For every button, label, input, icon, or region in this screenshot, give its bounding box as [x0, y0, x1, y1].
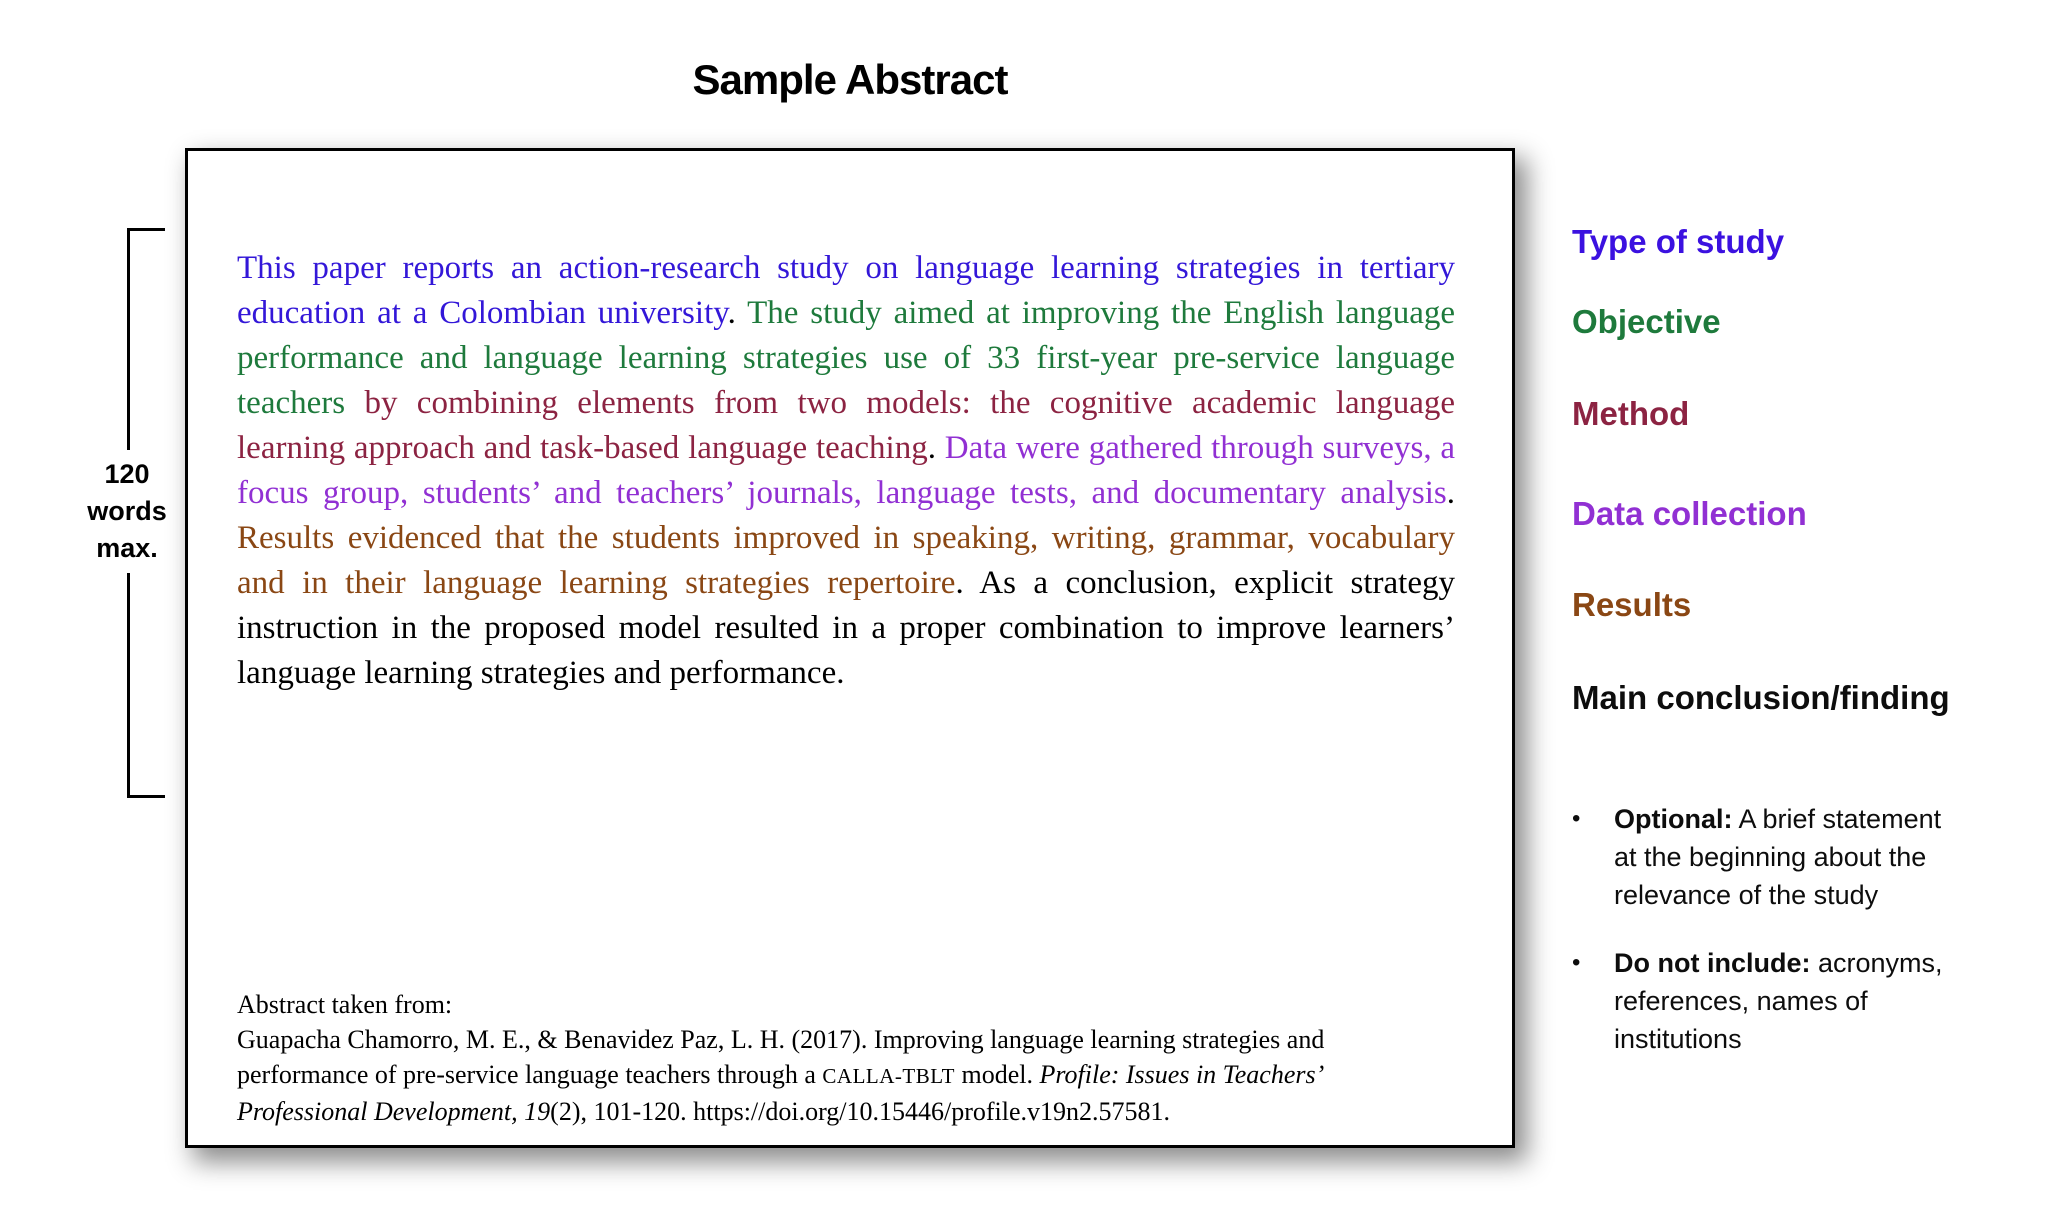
page-title: Sample Abstract: [692, 56, 1008, 103]
legend-method: Method: [1572, 395, 1690, 432]
citation-authors: Guapacha Chamorro, M. E., & Benavidez Paz, L. H. (2017). Improving language learning strategies and performance of pre-service language teachers through a: [237, 1025, 1325, 1089]
note-optional: [1568, 800, 1968, 914]
notes-list: [1568, 800, 1968, 1058]
segment-main-conclusion: . As a conclusion, explicit strategy instruction in the proposed model resulted in a proper combination to improve learners’ language learning strategies and performance.: [237, 565, 1455, 691]
note-do-not-include-text: [1614, 944, 1968, 1058]
word-limit-line-3: max.: [96, 533, 158, 563]
note-do-not-include: [1568, 944, 1968, 1058]
segment-method: by combining elements from two models: the cognitive academic language learning approach and task-based language teaching: [237, 385, 1455, 466]
segment-separator: .: [927, 430, 945, 466]
note-do-not-include-body: acronyms, references, names of institutions: [1614, 948, 1943, 1054]
citation-model: model.: [954, 1060, 1040, 1089]
segment-separator: .: [727, 295, 748, 331]
note-optional-lead: Optional:: [1614, 804, 1733, 834]
citation-intro: Abstract taken from:: [237, 990, 453, 1019]
note-do-not-include-lead: Do not include:: [1614, 948, 1811, 978]
citation-journal: Profile: Issues in Teachers’ Professional Development, 19: [237, 1060, 1322, 1126]
abstract-box: [185, 148, 1515, 1148]
legend-results: Results: [1572, 586, 1692, 623]
citation: [237, 987, 1357, 1129]
legend-data-collection: Data collection: [1572, 495, 1807, 532]
segment-objective: The study aimed at improving the English language performance and language learning strategies use of 33 first-year pre-service language teachers: [237, 295, 1455, 421]
citation-acronym: CALLA-TBLT: [822, 1064, 955, 1088]
segment-results: Results evidenced that the students improved in speaking, writing, grammar, vocabulary and in their language learning strategies repertoire: [237, 520, 1455, 601]
citation-pages-doi: (2), 101-120. https://doi.org/10.15446/profile.v19n2.57581.: [550, 1097, 1171, 1126]
legend-objective: Objective: [1572, 303, 1721, 340]
citation-reference: [237, 1022, 1357, 1129]
legend-type-of-study: Type of study: [1572, 223, 1785, 260]
segment-data-collection: Data were gathered through surveys, a focus group, students’ and teachers’ journals, language tests, and documentary analysis: [237, 430, 1456, 511]
note-optional-body: A brief statement at the beginning about the relevance of the study: [1614, 804, 1942, 910]
segment-separator: [345, 385, 364, 421]
legend-main-conclusion: Main conclusion/finding: [1572, 679, 1950, 716]
word-limit-line-1: 120: [104, 459, 150, 489]
bullet-icon: •: [1572, 805, 1581, 832]
word-limit-label: [66, 450, 188, 573]
note-optional-text: [1614, 800, 1968, 914]
word-limit-line-2: words: [87, 496, 167, 526]
segment-separator: .: [1446, 475, 1455, 511]
segment-type-of-study: This paper reports an action-research study on language learning strategies in tertiary education at a Colombian university: [237, 250, 1455, 331]
bullet-icon: •: [1572, 949, 1581, 976]
abstract-text: [237, 246, 1455, 696]
